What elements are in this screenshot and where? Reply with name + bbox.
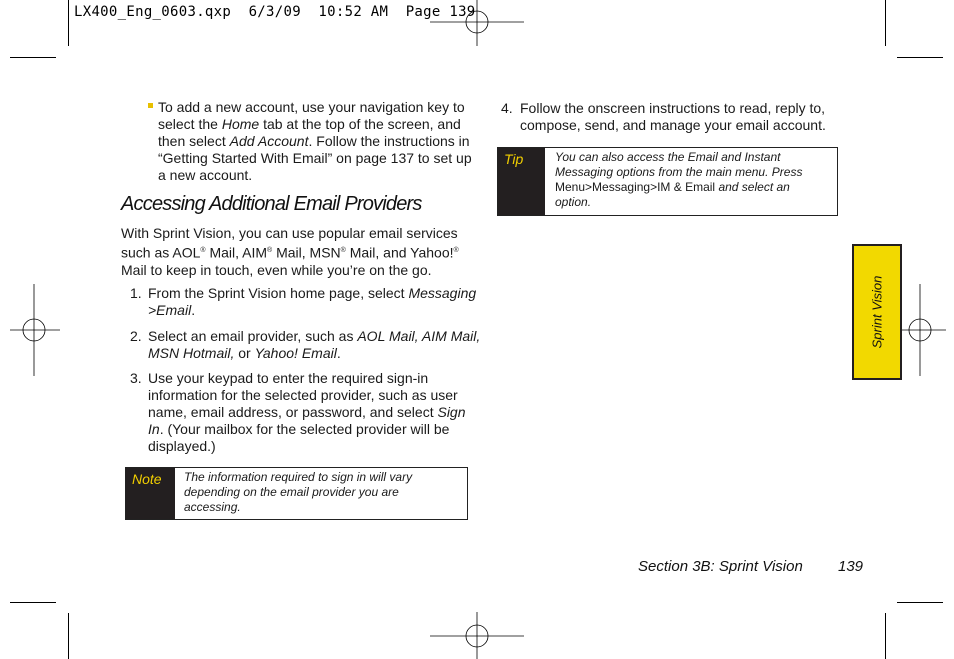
section-side-tab	[852, 244, 902, 380]
side-tab-label: Sprint Vision	[869, 275, 885, 349]
tip-text: You can also access the Email and Instant Messaging options from the main menu. Press Menu>Messaging>IM & Email and select an option.	[555, 150, 803, 209]
registration-mark-right	[896, 284, 946, 376]
registration-mark-bottom	[430, 612, 524, 659]
bullet-marker	[148, 103, 153, 108]
step-1: From the Sprint Vision home page, select Messaging >Email.	[148, 285, 477, 318]
step-number: 4.	[501, 100, 513, 116]
tip-label: Tip	[498, 148, 545, 215]
note-text: The information required to sign in will vary depending on the email provider you are accessing.	[184, 470, 413, 514]
step-4: Follow the onscreen instructions to read, reply to, compose, send, and manage your email account.	[520, 100, 826, 133]
note-box	[125, 467, 468, 520]
registration-mark-left	[10, 284, 60, 376]
tip-box	[497, 147, 838, 216]
note-label: Note	[126, 468, 175, 519]
bullet-add-account: To add a new account, use your navigation key to select the Home tab at the top of the screen, and then select Add Account. Follow the instructions in “Getting Started With Email” on page 137 to set up a new account.	[158, 99, 472, 183]
step-number: 3.	[130, 370, 142, 386]
section-heading: Accessing Additional Email Providers	[121, 193, 422, 215]
step-number: 2.	[130, 328, 142, 344]
footer-section-title: Section 3B: Sprint Vision	[638, 558, 803, 575]
step-3: Use your keypad to enter the required sign-in information for the selected provider, such as user name, email address, or password, and select Sign In. (Your mailbox for the selected provider will be displayed.)	[148, 370, 466, 454]
print-slug: LX400_Eng_0603.qxp 6/3/09 10:52 AM Page 139	[74, 4, 476, 20]
intro-paragraph: With Sprint Vision, you can use popular email services such as AOL® Mail, AIM® Mail, MSN® Mail, and Yahoo!® Mail to keep in touch, even while you’re on the go.	[121, 225, 459, 278]
footer-page-number: 139	[838, 558, 864, 575]
step-2: Select an email provider, such as AOL Mail, AIM Mail, MSN Hotmail, or Yahoo! Email.	[148, 328, 481, 361]
step-number: 1.	[130, 285, 142, 301]
registration-mark-top	[430, 0, 524, 48]
